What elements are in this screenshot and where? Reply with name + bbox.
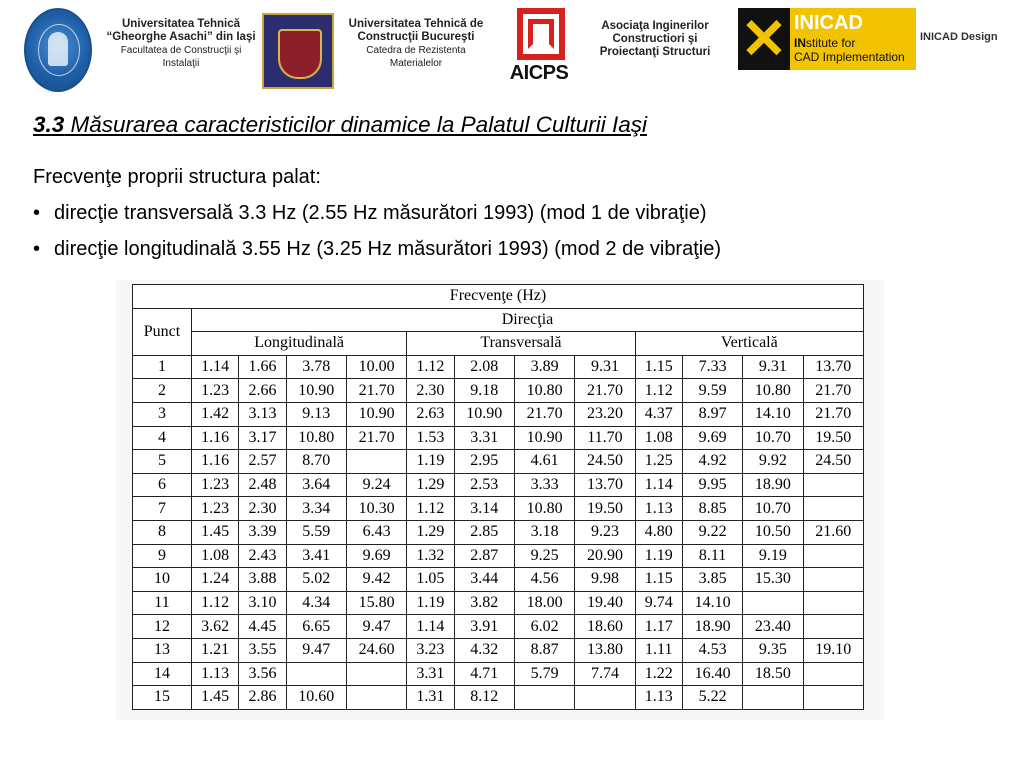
- frequency-cell: 3.62: [192, 615, 239, 639]
- frequency-cell: [803, 497, 863, 521]
- frequency-cell: 8.87: [514, 638, 574, 662]
- frequency-cell: 19.50: [575, 497, 635, 521]
- utcb-caption: [340, 18, 492, 70]
- frequency-cell: 9.24: [346, 473, 406, 497]
- aicps-name-line2: Constructiori şi: [612, 33, 698, 45]
- frequency-cell: 10.50: [743, 520, 803, 544]
- bullet-item: [33, 238, 721, 261]
- table-row: [133, 426, 864, 450]
- frequency-cell: 9.59: [682, 379, 742, 403]
- frequency-cell: 1.08: [192, 544, 239, 568]
- frequency-cell: 3.31: [407, 662, 454, 686]
- frequency-cell: 2.87: [454, 544, 514, 568]
- inicad-sub-rest: stitute for: [806, 36, 856, 50]
- frequency-cell: 3.39: [239, 520, 286, 544]
- frequency-cell: [286, 662, 346, 686]
- table-row: [133, 473, 864, 497]
- frequency-cell: 3.13: [239, 402, 286, 426]
- frequency-cell: 18.00: [514, 591, 574, 615]
- frequency-cell: 1.13: [192, 662, 239, 686]
- frequency-cell: 3.33: [514, 473, 574, 497]
- frequency-cell: 9.31: [575, 355, 635, 379]
- bullet-dot-icon: •: [33, 202, 41, 224]
- frequency-cell: 1.16: [192, 426, 239, 450]
- frequency-cell: 4.61: [514, 450, 574, 474]
- frequency-cell: 3.78: [286, 355, 346, 379]
- table-row: [133, 591, 864, 615]
- frequency-cell: 18.90: [682, 615, 742, 639]
- table-row: [133, 662, 864, 686]
- frequency-cell: 1.11: [635, 638, 682, 662]
- frequency-cell: 2.63: [407, 402, 454, 426]
- frequency-cell: 10.90: [346, 402, 406, 426]
- frequency-cell: 4.56: [514, 568, 574, 592]
- section-title: [33, 112, 647, 138]
- frequency-cell: 8.85: [682, 497, 742, 521]
- frequency-cell: 7.74: [575, 662, 635, 686]
- utcb-dept-line2: Materialelor: [389, 58, 443, 69]
- frequency-cell: [803, 591, 863, 615]
- frequency-cell: [514, 686, 574, 710]
- inicad-sub-bold: IN: [794, 36, 806, 50]
- point-number-cell: 6: [133, 473, 192, 497]
- section-title-text: Măsurarea caracteristicilor dinamice la Palatul Culturii Iaşi: [64, 112, 647, 137]
- frequency-cell: 1.21: [192, 638, 239, 662]
- tuiasi-faculty-line1: Facultatea de Construcţii şi: [120, 45, 242, 56]
- aicps-logo-label: AICPS: [509, 62, 569, 84]
- frequency-cell: 1.19: [635, 544, 682, 568]
- frequency-cell: 14.10: [682, 591, 742, 615]
- frequency-cell: 9.19: [743, 544, 803, 568]
- bullet-text-transversal: direcţie transversală 3.3 Hz (2.55 Hz măsurători 1993) (mod 1 de vibraţie): [54, 202, 707, 224]
- frequency-cell: 5.02: [286, 568, 346, 592]
- table-row: [133, 615, 864, 639]
- frequency-cell: 9.92: [743, 450, 803, 474]
- frequency-cell: 2.85: [454, 520, 514, 544]
- frequency-cell: 4.71: [454, 662, 514, 686]
- bullet-text-longitudinal: direcţie longitudinală 3.55 Hz (3.25 Hz măsurători 1993) (mod 2 de vibraţie): [54, 238, 722, 260]
- frequency-cell: 1.45: [192, 520, 239, 544]
- bullet-item: [33, 202, 707, 225]
- frequency-cell: 3.88: [239, 568, 286, 592]
- frequency-cell: 3.89: [514, 355, 574, 379]
- frequency-cell: 2.30: [239, 497, 286, 521]
- frequency-cell: 1.32: [407, 544, 454, 568]
- frequency-cell: 2.66: [239, 379, 286, 403]
- point-column-header: Punct: [133, 308, 192, 355]
- frequency-cell: 3.64: [286, 473, 346, 497]
- frequency-cell: 1.23: [192, 497, 239, 521]
- frequency-cell: 1.13: [635, 686, 682, 710]
- frequency-cell: 10.60: [286, 686, 346, 710]
- frequency-cell: 15.30: [743, 568, 803, 592]
- frequency-cell: 21.70: [514, 402, 574, 426]
- point-number-cell: 13: [133, 638, 192, 662]
- frequency-cell: 9.74: [635, 591, 682, 615]
- frequency-cell: 2.48: [239, 473, 286, 497]
- frequency-cell: 1.29: [407, 520, 454, 544]
- table-row: [133, 355, 864, 379]
- frequency-cell: 3.17: [239, 426, 286, 450]
- frequency-cell: 2.95: [454, 450, 514, 474]
- frequency-cell: 1.15: [635, 355, 682, 379]
- frequency-cell: 8.97: [682, 402, 742, 426]
- frequency-cell: 9.31: [743, 355, 803, 379]
- frequency-cell: 8.11: [682, 544, 742, 568]
- group-header-transversal: Transversală: [407, 332, 635, 356]
- frequency-cell: 9.95: [682, 473, 742, 497]
- utcb-name-line1: Universitatea Tehnică de: [348, 18, 484, 30]
- frequency-cell: 10.90: [454, 402, 514, 426]
- frequency-cell: [803, 686, 863, 710]
- frequency-cell: 1.12: [635, 379, 682, 403]
- frequency-cell: 2.43: [239, 544, 286, 568]
- frequency-cell: 21.70: [803, 402, 863, 426]
- frequency-cell: 1.66: [239, 355, 286, 379]
- point-number-cell: 1: [133, 355, 192, 379]
- frequency-cell: 19.40: [575, 591, 635, 615]
- frequency-cell: [803, 615, 863, 639]
- frequency-cell: 9.47: [286, 638, 346, 662]
- section-number: 3.3: [33, 112, 65, 137]
- frequency-cell: 1.22: [635, 662, 682, 686]
- tuiasi-name-line2: “Gheorghe Asachi” din Iaşi: [106, 31, 256, 43]
- frequency-cell: 5.22: [682, 686, 742, 710]
- frequency-cell: [803, 473, 863, 497]
- frequency-cell: 3.56: [239, 662, 286, 686]
- frequency-cell: 2.86: [239, 686, 286, 710]
- frequency-cell: 10.80: [514, 497, 574, 521]
- inicad-x-mark-icon: ✕: [738, 8, 790, 70]
- frequency-cell: 18.90: [743, 473, 803, 497]
- tuiasi-seal-logo: [24, 8, 92, 92]
- frequency-cell: 4.34: [286, 591, 346, 615]
- intro-text: Frecvenţe proprii structura palat:: [33, 166, 321, 188]
- frequency-cell: 23.40: [743, 615, 803, 639]
- frequency-cell: 10.90: [514, 426, 574, 450]
- frequency-cell: 11.70: [575, 426, 635, 450]
- frequency-cell: 1.15: [635, 568, 682, 592]
- frequency-cell: 10.30: [346, 497, 406, 521]
- inicad-logo-subtitle: [794, 36, 905, 64]
- group-header-longitudinal: Longitudinală: [192, 332, 407, 356]
- frequency-cell: 10.00: [346, 355, 406, 379]
- frequency-cell: [803, 568, 863, 592]
- frequency-cell: 1.29: [407, 473, 454, 497]
- frequency-cell: 1.45: [192, 686, 239, 710]
- tuiasi-name-line1: Universitatea Tehnică: [121, 18, 241, 30]
- logo-header: [0, 0, 1024, 95]
- frequency-cell: 24.50: [803, 450, 863, 474]
- frequency-cell: [743, 591, 803, 615]
- frequency-cell: 7.33: [682, 355, 742, 379]
- frequency-cell: 14.10: [743, 402, 803, 426]
- frequency-cell: 6.65: [286, 615, 346, 639]
- frequency-cell: 21.60: [803, 520, 863, 544]
- table-row: [133, 450, 864, 474]
- frequency-cell: 19.50: [803, 426, 863, 450]
- table-row: [133, 497, 864, 521]
- frequency-cell: 21.70: [575, 379, 635, 403]
- frequency-cell: 3.44: [454, 568, 514, 592]
- frequency-cell: [346, 662, 406, 686]
- frequency-cell: 13.70: [575, 473, 635, 497]
- frequency-cell: 21.70: [803, 379, 863, 403]
- point-number-cell: 3: [133, 402, 192, 426]
- frequency-cell: [803, 662, 863, 686]
- frequency-cell: 18.50: [743, 662, 803, 686]
- frequency-cell: 9.23: [575, 520, 635, 544]
- frequency-cell: 24.50: [575, 450, 635, 474]
- table-row: [133, 520, 864, 544]
- frequency-cell: 9.69: [682, 426, 742, 450]
- frequency-cell: 3.14: [454, 497, 514, 521]
- frequency-cell: 1.12: [407, 497, 454, 521]
- frequency-cell: 3.23: [407, 638, 454, 662]
- aicps-name-line1: Asociaţa Inginerilor: [601, 20, 709, 32]
- frequency-cell: 24.60: [346, 638, 406, 662]
- bullet-dot-icon: •: [33, 238, 41, 260]
- frequency-cell: 3.41: [286, 544, 346, 568]
- aicps-logo: [505, 8, 573, 86]
- frequency-cell: 3.31: [454, 426, 514, 450]
- utcb-dept-line1: Catedra de Rezistenta: [366, 45, 466, 56]
- frequency-cell: 6.43: [346, 520, 406, 544]
- frequency-cell: 9.13: [286, 402, 346, 426]
- aicps-caption: [584, 20, 726, 59]
- frequency-cell: 3.10: [239, 591, 286, 615]
- frequency-cell: 10.80: [514, 379, 574, 403]
- frequency-cell: 3.55: [239, 638, 286, 662]
- frequency-cell: 1.12: [407, 355, 454, 379]
- frequency-cell: [803, 544, 863, 568]
- frequency-cell: 1.16: [192, 450, 239, 474]
- point-number-cell: 4: [133, 426, 192, 450]
- frequency-cell: 1.13: [635, 497, 682, 521]
- frequency-cell: 1.42: [192, 402, 239, 426]
- point-number-cell: 11: [133, 591, 192, 615]
- frequency-cell: 1.53: [407, 426, 454, 450]
- frequency-cell: 1.08: [635, 426, 682, 450]
- frequency-cell: 9.69: [346, 544, 406, 568]
- frequency-cell: 1.14: [407, 615, 454, 639]
- frequency-cell: 9.22: [682, 520, 742, 544]
- table-row: [133, 544, 864, 568]
- frequency-cell: [346, 686, 406, 710]
- frequency-cell: 21.70: [346, 379, 406, 403]
- table-row: [133, 686, 864, 710]
- frequency-cell: 9.42: [346, 568, 406, 592]
- inicad-design-label: INICAD Design: [920, 31, 998, 43]
- frequency-cell: 10.80: [286, 426, 346, 450]
- frequency-cell: 4.92: [682, 450, 742, 474]
- point-number-cell: 14: [133, 662, 192, 686]
- point-number-cell: 15: [133, 686, 192, 710]
- aicps-name-line3: Proiectanţi Structuri: [599, 46, 711, 58]
- frequency-cell: [575, 686, 635, 710]
- frequency-cell: 8.70: [286, 450, 346, 474]
- frequency-cell: 1.14: [192, 355, 239, 379]
- frequency-cell: 9.47: [346, 615, 406, 639]
- frequency-cell: 10.90: [286, 379, 346, 403]
- frequency-cell: 4.37: [635, 402, 682, 426]
- frequency-cell: 2.53: [454, 473, 514, 497]
- frequency-cell: 1.17: [635, 615, 682, 639]
- tuiasi-caption: [96, 18, 266, 70]
- frequency-cell: 20.90: [575, 544, 635, 568]
- tuiasi-faculty-line2: Instalaţii: [162, 58, 200, 69]
- frequency-cell: 9.98: [575, 568, 635, 592]
- table-row: [133, 402, 864, 426]
- point-number-cell: 7: [133, 497, 192, 521]
- frequency-cell: 1.25: [635, 450, 682, 474]
- frequency-cell: 1.12: [192, 591, 239, 615]
- frequency-cell: 3.18: [514, 520, 574, 544]
- point-number-cell: 5: [133, 450, 192, 474]
- table-body: [133, 355, 864, 709]
- frequency-cell: 21.70: [346, 426, 406, 450]
- frequency-cell: 16.40: [682, 662, 742, 686]
- frequency-cell: 19.10: [803, 638, 863, 662]
- frequency-cell: 10.70: [743, 497, 803, 521]
- frequency-cell: 2.57: [239, 450, 286, 474]
- point-number-cell: 10: [133, 568, 192, 592]
- frequency-cell: 13.70: [803, 355, 863, 379]
- frequency-cell: 6.02: [514, 615, 574, 639]
- frequency-cell: 3.91: [454, 615, 514, 639]
- frequency-cell: 15.80: [346, 591, 406, 615]
- frequency-cell: 10.70: [743, 426, 803, 450]
- frequency-cell: 18.60: [575, 615, 635, 639]
- point-number-cell: 8: [133, 520, 192, 544]
- frequency-cell: 23.20: [575, 402, 635, 426]
- frequency-cell: 3.82: [454, 591, 514, 615]
- table-row: [133, 379, 864, 403]
- frequency-cell: 5.79: [514, 662, 574, 686]
- frequency-cell: 9.25: [514, 544, 574, 568]
- table-row: [133, 638, 864, 662]
- inicad-sub-line2: CAD Implementation: [794, 50, 905, 64]
- frequency-cell: 1.23: [192, 473, 239, 497]
- frequency-cell: 1.24: [192, 568, 239, 592]
- frequency-cell: 9.18: [454, 379, 514, 403]
- frequency-cell: 9.35: [743, 638, 803, 662]
- utcb-crest-logo: [262, 13, 334, 89]
- frequency-table: [132, 284, 864, 710]
- frequency-cell: [743, 686, 803, 710]
- frequency-cell: 2.30: [407, 379, 454, 403]
- frequency-cell: 3.85: [682, 568, 742, 592]
- point-number-cell: 12: [133, 615, 192, 639]
- inicad-logo: [738, 8, 916, 70]
- table-row: [133, 568, 864, 592]
- frequency-cell: 4.80: [635, 520, 682, 544]
- frequency-table-image: [116, 280, 884, 720]
- frequency-cell: 13.80: [575, 638, 635, 662]
- frequency-cell: 4.45: [239, 615, 286, 639]
- frequency-cell: 1.05: [407, 568, 454, 592]
- frequency-cell: 1.31: [407, 686, 454, 710]
- group-header-vertical: Verticală: [635, 332, 863, 356]
- frequency-cell: 1.14: [635, 473, 682, 497]
- frequency-cell: 4.32: [454, 638, 514, 662]
- frequency-cell: [346, 450, 406, 474]
- frequency-cell: 1.19: [407, 450, 454, 474]
- direction-header: Direcţia: [192, 308, 864, 332]
- frequency-cell: 1.19: [407, 591, 454, 615]
- frequency-cell: 2.08: [454, 355, 514, 379]
- frequency-cell: 5.59: [286, 520, 346, 544]
- utcb-name-line2: Construcţii Bucureşti: [357, 31, 475, 43]
- table-title: Frecvenţe (Hz): [133, 285, 864, 309]
- frequency-cell: 10.80: [743, 379, 803, 403]
- point-number-cell: 9: [133, 544, 192, 568]
- frequency-cell: 3.34: [286, 497, 346, 521]
- point-number-cell: 2: [133, 379, 192, 403]
- inicad-logo-title: INICAD: [794, 12, 863, 34]
- frequency-cell: 1.23: [192, 379, 239, 403]
- frequency-cell: 4.53: [682, 638, 742, 662]
- frequency-cell: 8.12: [454, 686, 514, 710]
